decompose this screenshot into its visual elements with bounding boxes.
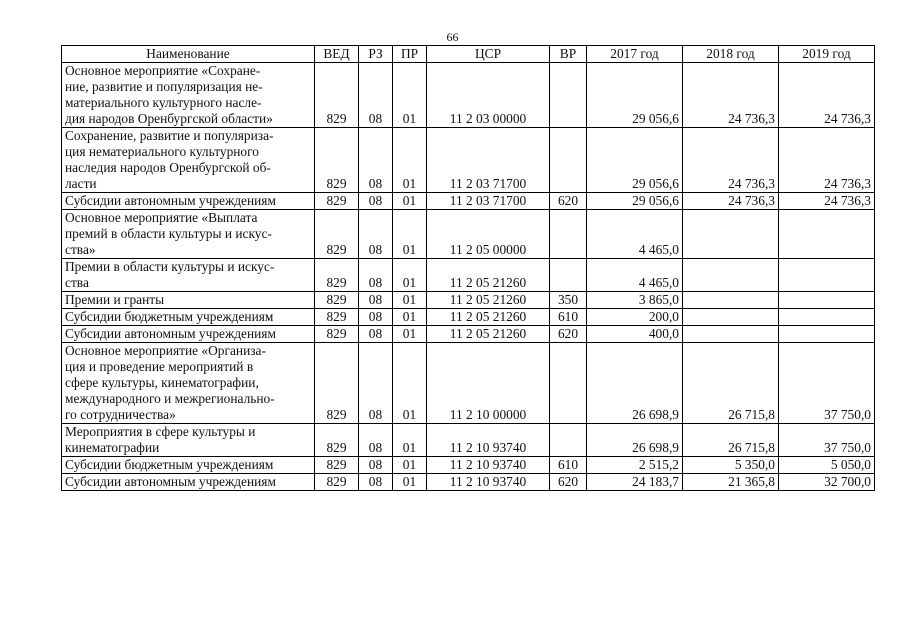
cell-csr: 11 2 05 21260: [427, 259, 550, 292]
cell-2019: [779, 309, 875, 326]
cell-2019: [779, 259, 875, 292]
cell-2017: 200,0: [587, 309, 683, 326]
cell-2019: 32 700,0: [779, 474, 875, 491]
cell-2017: 24 183,7: [587, 474, 683, 491]
column-header-rz: РЗ: [359, 46, 393, 63]
cell-vr: 620: [550, 326, 587, 343]
table-row: [62, 63, 875, 128]
cell-2018: 5 350,0: [683, 457, 779, 474]
cell-2017: 29 056,6: [587, 193, 683, 210]
cell-vr: [550, 424, 587, 457]
cell-rz: 08: [359, 292, 393, 309]
cell-pr: 01: [393, 424, 427, 457]
cell-pr: 01: [393, 292, 427, 309]
cell-name-line: Основное мероприятие «Сохране-: [65, 63, 261, 78]
cell-pr: 01: [393, 326, 427, 343]
cell-name-line: премий в области культуры и искус-: [65, 226, 272, 241]
cell-vr: [550, 128, 587, 193]
cell-name-line: материального культурного насле-: [65, 95, 262, 110]
column-header-ved: ВЕД: [315, 46, 359, 63]
cell-name: [62, 259, 315, 292]
cell-ved: 829: [315, 128, 359, 193]
cell-vr: [550, 343, 587, 424]
cell-name-line: Субсидии бюджетным учреждениям: [65, 457, 274, 472]
cell-2017: 4 465,0: [587, 259, 683, 292]
cell-vr: [550, 63, 587, 128]
cell-pr: 01: [393, 343, 427, 424]
cell-vr: 610: [550, 457, 587, 474]
table-row: [62, 193, 875, 210]
cell-name: [62, 193, 315, 210]
cell-name-line: ласти: [65, 176, 97, 191]
cell-2019: 24 736,3: [779, 193, 875, 210]
cell-rz: 08: [359, 457, 393, 474]
cell-rz: 08: [359, 474, 393, 491]
cell-2018: [683, 210, 779, 259]
cell-name-line: го сотрудничества»: [65, 407, 176, 422]
cell-csr: 11 2 05 00000: [427, 210, 550, 259]
cell-2019: 24 736,3: [779, 128, 875, 193]
cell-2017: 4 465,0: [587, 210, 683, 259]
cell-ved: 829: [315, 210, 359, 259]
cell-name-line: Премии в области культуры и искус-: [65, 259, 275, 274]
cell-name-line: Субсидии автономным учреждениям: [65, 193, 276, 208]
cell-vr: 350: [550, 292, 587, 309]
cell-rz: 08: [359, 259, 393, 292]
table-row: [62, 424, 875, 457]
table-row: [62, 343, 875, 424]
cell-pr: 01: [393, 309, 427, 326]
cell-ved: 829: [315, 292, 359, 309]
cell-2017: 3 865,0: [587, 292, 683, 309]
cell-rz: 08: [359, 309, 393, 326]
cell-vr: 620: [550, 474, 587, 491]
cell-pr: 01: [393, 474, 427, 491]
table-row: [62, 457, 875, 474]
table-row: [62, 326, 875, 343]
cell-name-line: ция и проведение мероприятий в: [65, 359, 254, 374]
table-body: [62, 63, 875, 491]
column-header-name: Наименование: [62, 46, 315, 63]
cell-2019: 5 050,0: [779, 457, 875, 474]
cell-2019: 24 736,3: [779, 63, 875, 128]
cell-2018: 24 736,3: [683, 128, 779, 193]
cell-pr: 01: [393, 259, 427, 292]
cell-2018: [683, 292, 779, 309]
cell-2017: 26 698,9: [587, 343, 683, 424]
cell-ved: 829: [315, 424, 359, 457]
table-row: [62, 128, 875, 193]
table-row: [62, 474, 875, 491]
cell-name: [62, 210, 315, 259]
cell-2019: [779, 210, 875, 259]
cell-2017: 400,0: [587, 326, 683, 343]
cell-pr: 01: [393, 63, 427, 128]
cell-pr: 01: [393, 128, 427, 193]
cell-name-line: наследия народов Оренбургской об-: [65, 160, 271, 175]
cell-csr: 11 2 10 93740: [427, 457, 550, 474]
cell-vr: [550, 210, 587, 259]
cell-ved: 829: [315, 309, 359, 326]
cell-2017: 29 056,6: [587, 128, 683, 193]
cell-rz: 08: [359, 63, 393, 128]
cell-name-line: ция нематериального культурного: [65, 144, 259, 159]
cell-name-line: Премии и гранты: [65, 292, 165, 307]
cell-ved: 829: [315, 474, 359, 491]
cell-rz: 08: [359, 424, 393, 457]
cell-csr: 11 2 10 00000: [427, 343, 550, 424]
cell-name-line: Сохранение, развитие и популяриза-: [65, 128, 274, 143]
cell-rz: 08: [359, 128, 393, 193]
cell-csr: 11 2 10 93740: [427, 474, 550, 491]
cell-2018: [683, 259, 779, 292]
cell-2018: 26 715,8: [683, 343, 779, 424]
column-header-csr: ЦСР: [427, 46, 550, 63]
table-row: [62, 259, 875, 292]
cell-csr: 11 2 05 21260: [427, 326, 550, 343]
column-header-2019: 2019 год: [779, 46, 875, 63]
cell-2019: [779, 292, 875, 309]
cell-name-line: ние, развитие и популяризация не-: [65, 79, 263, 94]
column-header-2018: 2018 год: [683, 46, 779, 63]
cell-csr: 11 2 03 00000: [427, 63, 550, 128]
cell-name-line: кинематографии: [65, 440, 160, 455]
cell-name: [62, 128, 315, 193]
table-row: [62, 292, 875, 309]
cell-name: [62, 474, 315, 491]
table-row: [62, 309, 875, 326]
page-number: 66: [446, 30, 459, 44]
cell-name-line: Субсидии автономным учреждениям: [65, 474, 276, 489]
cell-name-line: ства: [65, 275, 89, 290]
cell-ved: 829: [315, 193, 359, 210]
column-header-vr: ВР: [550, 46, 587, 63]
cell-ved: 829: [315, 259, 359, 292]
cell-2019: [779, 326, 875, 343]
cell-2018: 24 736,3: [683, 63, 779, 128]
cell-vr: [550, 259, 587, 292]
cell-rz: 08: [359, 343, 393, 424]
column-header-pr: ПР: [393, 46, 427, 63]
cell-name-line: дия народов Оренбургской области»: [65, 111, 273, 126]
cell-2018: [683, 326, 779, 343]
cell-vr: 620: [550, 193, 587, 210]
cell-rz: 08: [359, 326, 393, 343]
cell-ved: 829: [315, 343, 359, 424]
cell-name: [62, 343, 315, 424]
cell-name-line: международного и межрегионально-: [65, 391, 275, 406]
cell-csr: 11 2 10 93740: [427, 424, 550, 457]
cell-name: [62, 424, 315, 457]
cell-2017: 2 515,2: [587, 457, 683, 474]
cell-ved: 829: [315, 63, 359, 128]
table-row: [62, 210, 875, 259]
cell-csr: 11 2 03 71700: [427, 128, 550, 193]
table-header-row: [62, 46, 875, 63]
cell-ved: 829: [315, 326, 359, 343]
cell-vr: 610: [550, 309, 587, 326]
cell-name-line: Мероприятия в сфере культуры и: [65, 424, 256, 439]
cell-2018: [683, 309, 779, 326]
cell-name: [62, 292, 315, 309]
cell-name-line: ства»: [65, 242, 96, 257]
cell-2018: 26 715,8: [683, 424, 779, 457]
cell-pr: 01: [393, 457, 427, 474]
cell-csr: 11 2 05 21260: [427, 309, 550, 326]
cell-name-line: Субсидии бюджетным учреждениям: [65, 309, 274, 324]
cell-csr: 11 2 05 21260: [427, 292, 550, 309]
column-header-2017: 2017 год: [587, 46, 683, 63]
cell-name: [62, 326, 315, 343]
cell-rz: 08: [359, 193, 393, 210]
cell-name-line: Основное мероприятие «Организа-: [65, 343, 266, 358]
cell-name: [62, 63, 315, 128]
cell-2017: 29 056,6: [587, 63, 683, 128]
cell-2019: 37 750,0: [779, 343, 875, 424]
cell-csr: 11 2 03 71700: [427, 193, 550, 210]
budget-table: [61, 45, 875, 491]
cell-2019: 37 750,0: [779, 424, 875, 457]
cell-name-line: Основное мероприятие «Выплата: [65, 210, 258, 225]
cell-name: [62, 309, 315, 326]
cell-ved: 829: [315, 457, 359, 474]
cell-name-line: Субсидии автономным учреждениям: [65, 326, 276, 341]
cell-pr: 01: [393, 210, 427, 259]
cell-2018: 24 736,3: [683, 193, 779, 210]
cell-2017: 26 698,9: [587, 424, 683, 457]
cell-name-line: сфере культуры, кинематографии,: [65, 375, 259, 390]
cell-pr: 01: [393, 193, 427, 210]
cell-2018: 21 365,8: [683, 474, 779, 491]
cell-name: [62, 457, 315, 474]
cell-rz: 08: [359, 210, 393, 259]
